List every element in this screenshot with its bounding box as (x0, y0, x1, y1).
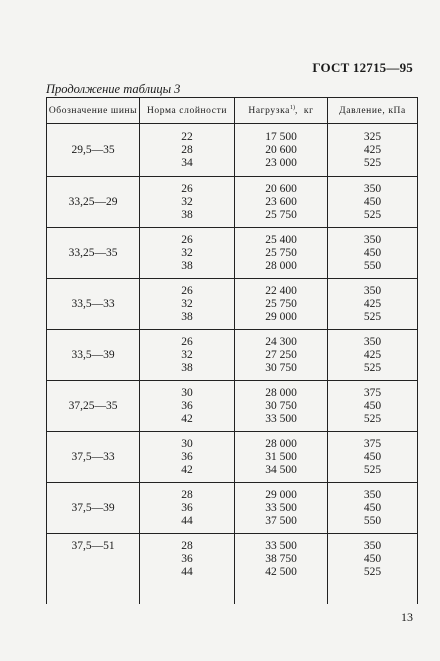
column-header-load: Нагрузка$^{1)}$, кг (235, 98, 328, 124)
pressure-value: 425 (363, 143, 382, 156)
pressure-cell (328, 124, 418, 177)
pressure-value: 375 (363, 386, 382, 399)
ply-rating-cell (140, 228, 235, 279)
load-value: 23 600 (265, 195, 297, 208)
ply-value: 42 (181, 463, 193, 476)
ply-value: 38 (181, 259, 193, 272)
table-row (47, 330, 418, 381)
pressure-value: 425 (363, 348, 382, 361)
table-row (47, 534, 418, 605)
load-value: 37 500 (265, 514, 297, 527)
ply-rating-cell (140, 432, 235, 483)
ply-value: 26 (181, 182, 193, 195)
pressure-value: 350 (363, 335, 382, 348)
ply-rating-cell (140, 381, 235, 432)
table-row (47, 177, 418, 228)
ply-value: 32 (181, 195, 193, 208)
ply-value: 28 (181, 540, 193, 552)
pressure-value: 350 (363, 233, 382, 246)
load-value: 38 750 (265, 553, 297, 565)
load-value: 30 750 (265, 361, 297, 374)
tire-load-table (46, 97, 418, 604)
table-row (47, 279, 418, 330)
load-value: 24 300 (265, 335, 297, 348)
pressure-value: 450 (363, 501, 382, 514)
load-value: 33 500 (265, 412, 297, 425)
tire-designation-cell: 29,5—35 (47, 124, 140, 177)
ply-value: 30 (181, 437, 193, 450)
pressure-value: 325 (363, 130, 382, 143)
ply-value: 26 (181, 284, 193, 297)
load-value: 25 400 (265, 233, 297, 246)
pressure-cell (328, 177, 418, 228)
load-value: 27 250 (265, 348, 297, 361)
tire-designation-cell: 37,25—35 (47, 381, 140, 432)
load-value: 31 500 (265, 450, 297, 463)
load-cell (235, 432, 328, 483)
tire-designation-cell: 33,25—35 (47, 228, 140, 279)
pressure-value: 450 (363, 246, 382, 259)
ply-rating-cell (140, 124, 235, 177)
pressure-cell (328, 279, 418, 330)
pressure-cell (328, 483, 418, 534)
load-value: 20 600 (265, 182, 297, 195)
tire-designation-cell: 37,5—51 (47, 534, 140, 605)
pressure-value: 350 (363, 540, 382, 552)
ply-value: 32 (181, 246, 193, 259)
load-value: 29 000 (265, 488, 297, 501)
table-caption: Продолжение таблицы 3 (46, 82, 181, 96)
load-value: 33 500 (265, 540, 297, 552)
load-cell (235, 177, 328, 228)
ply-rating-cell (140, 330, 235, 381)
load-value: 28 000 (265, 259, 297, 272)
table-row (47, 432, 418, 483)
load-value: 28 000 (265, 386, 297, 399)
load-value: 33 500 (265, 501, 297, 514)
pressure-value: 375 (363, 437, 382, 450)
table-row (47, 124, 418, 177)
pressure-value: 525 (363, 412, 382, 425)
ply-value: 38 (181, 208, 193, 221)
ply-value: 36 (181, 450, 193, 463)
column-header-tire-designation: Обозначение шины (47, 98, 140, 124)
pressure-value: 425 (363, 297, 382, 310)
ply-value: 38 (181, 310, 193, 323)
load-value: 25 750 (265, 208, 297, 221)
load-cell (235, 483, 328, 534)
load-value: 42 500 (265, 566, 297, 578)
table-row (47, 228, 418, 279)
load-value: 25 750 (265, 246, 297, 259)
tire-designation-cell: 37,5—39 (47, 483, 140, 534)
table-header-row (47, 98, 418, 124)
ply-value: 44 (181, 514, 193, 527)
pressure-value: 450 (363, 553, 382, 565)
column-header-pressure: Давление, кПа (328, 98, 418, 124)
page-number: 13 (401, 610, 413, 624)
ply-value: 38 (181, 361, 193, 374)
pressure-cell (328, 228, 418, 279)
column-header-ply-rating: Норма слойности (140, 98, 235, 124)
ply-value: 34 (181, 156, 193, 169)
load-value: 25 750 (265, 297, 297, 310)
table-row (47, 381, 418, 432)
ply-value: 42 (181, 412, 193, 425)
ply-rating-cell (140, 177, 235, 228)
load-cell (235, 279, 328, 330)
ply-value: 36 (181, 399, 193, 412)
table-row (47, 483, 418, 534)
load-value: 23 000 (265, 156, 297, 169)
ply-value: 26 (181, 335, 193, 348)
pressure-value: 525 (363, 310, 382, 323)
ply-value: 22 (181, 130, 193, 143)
load-cell (235, 534, 328, 605)
tire-designation-cell: 33,5—39 (47, 330, 140, 381)
ply-value: 30 (181, 386, 193, 399)
load-unit: кг (303, 106, 314, 117)
ply-rating-cell (140, 534, 235, 605)
pressure-value: 450 (363, 450, 382, 463)
pressure-value: 525 (363, 566, 382, 578)
load-value: 28 000 (265, 437, 297, 450)
pressure-value: 525 (363, 156, 382, 169)
pressure-value: 550 (363, 514, 382, 527)
ply-value: 36 (181, 553, 193, 565)
ply-value: 28 (181, 143, 193, 156)
pressure-value: 525 (363, 208, 382, 221)
pressure-value: 450 (363, 195, 382, 208)
load-value: 34 500 (265, 463, 297, 476)
footnote-mark: 1) (289, 104, 295, 111)
load-label: Нагрузка (248, 106, 290, 117)
pressure-value: 350 (363, 488, 382, 501)
pressure-value: 450 (363, 399, 382, 412)
ply-rating-cell (140, 483, 235, 534)
pressure-value: 350 (363, 284, 382, 297)
pressure-cell (328, 534, 418, 605)
ply-value: 32 (181, 348, 193, 361)
load-cell (235, 381, 328, 432)
load-value: 17 500 (265, 130, 297, 143)
ply-value: 28 (181, 488, 193, 501)
pressure-value: 350 (363, 182, 382, 195)
pressure-value: 525 (363, 361, 382, 374)
ply-value: 26 (181, 233, 193, 246)
pressure-value: 525 (363, 463, 382, 476)
ply-value: 44 (181, 566, 193, 578)
standard-header: ГОСТ 12715—95 (312, 60, 413, 75)
ply-value: 36 (181, 501, 193, 514)
tire-designation-cell: 33,25—29 (47, 177, 140, 228)
pressure-cell (328, 432, 418, 483)
load-value: 20 600 (265, 143, 297, 156)
load-cell (235, 124, 328, 177)
load-cell (235, 228, 328, 279)
tire-designation-cell: 37,5—33 (47, 432, 140, 483)
ply-value: 32 (181, 297, 193, 310)
load-value: 30 750 (265, 399, 297, 412)
ply-rating-cell (140, 279, 235, 330)
pressure-cell (328, 381, 418, 432)
load-value: 29 000 (265, 310, 297, 323)
pressure-value: 550 (363, 259, 382, 272)
load-cell (235, 330, 328, 381)
tire-designation-cell: 33,5—33 (47, 279, 140, 330)
pressure-cell (328, 330, 418, 381)
load-value: 22 400 (265, 284, 297, 297)
